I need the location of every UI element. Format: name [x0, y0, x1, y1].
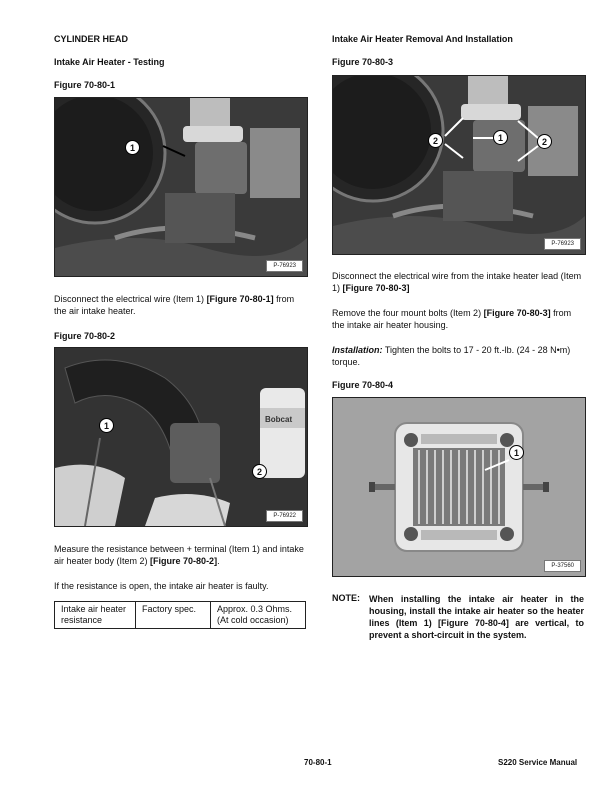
- installation-label: Installation:: [332, 345, 383, 355]
- figure-ref: [Figure 70-80-2]: [150, 556, 218, 566]
- section-title-right: Intake Air Heater Removal And Installation: [332, 34, 513, 44]
- paragraph-disconnect-lead: Disconnect the electrical wire from the intake heater lead (Item 1) [Figure 70-80-3]: [332, 271, 582, 293]
- subsection-title: Intake Air Heater - Testing: [54, 57, 165, 67]
- figure-label-1: Figure 70-80-1: [54, 80, 116, 90]
- engine-photo-2: [54, 347, 308, 527]
- photo-code-4: P-37560: [544, 560, 581, 572]
- spec-table: [54, 601, 306, 629]
- note-text: When installing the intake air heater in the housing, install the intake air heater so the heater lines (Item 1) [Figure 70-80-4] are vertical, to prevent a short-circuit in the system.: [369, 594, 584, 640]
- section-title: CYLINDER HEAD: [54, 34, 129, 44]
- figure-label-4: Figure 70-80-4: [332, 380, 394, 390]
- engine-photo-3: [332, 75, 586, 255]
- figure-ref: [Figure 70-80-1]: [206, 294, 274, 304]
- heater-photo: [332, 397, 586, 577]
- callout-2: 2: [537, 134, 552, 149]
- figure-label-3: Figure 70-80-3: [332, 57, 394, 67]
- callout-1: 1: [493, 130, 508, 145]
- figure-ref: [Figure 70-80-3]: [342, 283, 410, 293]
- callout-2: 2: [252, 464, 267, 479]
- callout-1: 1: [509, 445, 524, 460]
- figure-ref: [Figure 70-80-3]: [483, 308, 551, 318]
- photo-code-3: P-76923: [544, 238, 581, 250]
- table-row: [55, 602, 306, 629]
- paragraph-measure-resistance: Measure the resistance between + terminal (Item 1) and intake air heater body (Item 2) [Figure 70-80-2].: [54, 544, 304, 566]
- paragraph-remove-bolts: Remove the four mount bolts (Item 2) [Figure 70-80-3] from the intake air heater housing.: [332, 308, 572, 330]
- paragraph-installation: Installation: Tighten the bolts to 17 - 20 ft.-lb. (24 - 28 N•m) torque.: [332, 345, 571, 367]
- figure-label-2: Figure 70-80-2: [54, 331, 116, 341]
- note-label: NOTE:: [332, 593, 360, 603]
- page-number: 70-80-1: [304, 758, 332, 767]
- engine-photo-1: [54, 97, 308, 277]
- bobcat-label: Bobcat: [265, 415, 293, 424]
- paragraph-resistance-open: If the resistance is open, the intake air heater is faulty.: [54, 581, 269, 591]
- table-cell: Intake air heater resistance: [55, 602, 136, 629]
- paragraph-disconnect-wire: Disconnect the electrical wire (Item 1) [Figure 70-80-1] from the air intake heater.: [54, 294, 295, 316]
- table-cell: Factory spec.: [136, 602, 211, 629]
- table-cell: Approx. 0.3 Ohms. (At cold occasion): [211, 602, 306, 629]
- photo-code-2: P-76922: [266, 510, 303, 522]
- callout-2: 2: [428, 133, 443, 148]
- photo-code-1: P-76923: [266, 260, 303, 272]
- callout-1: 1: [99, 418, 114, 433]
- callout-1: 1: [125, 140, 140, 155]
- manual-title: S220 Service Manual: [498, 758, 578, 767]
